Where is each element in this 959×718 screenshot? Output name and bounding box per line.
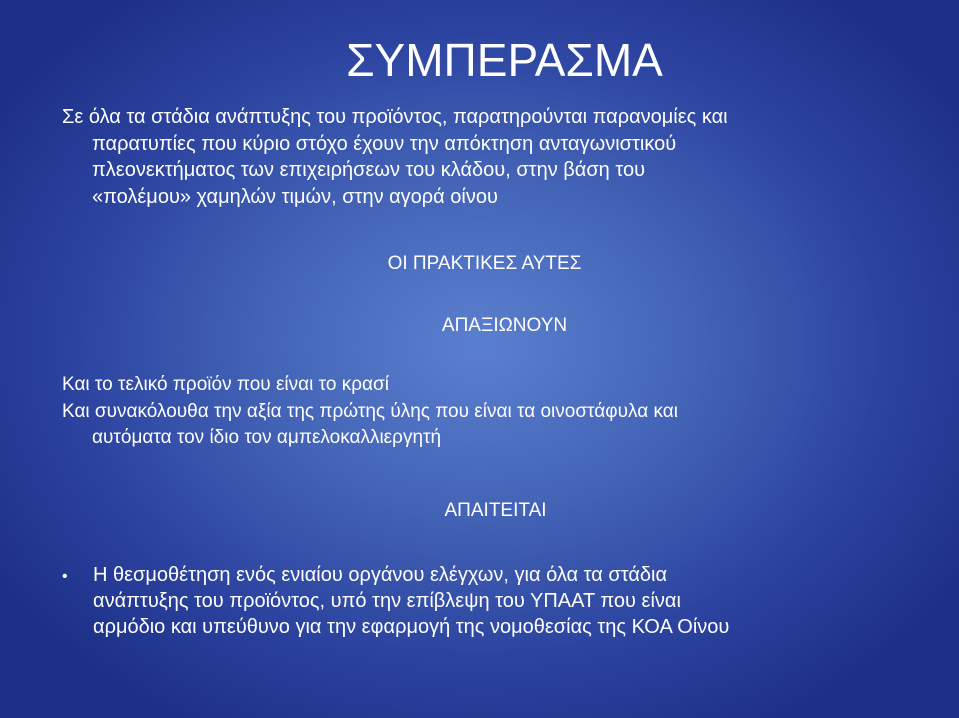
bullet-item bbox=[62, 562, 932, 640]
requires-heading: ΑΠΑΙΤΕΙΤΑΙ bbox=[444, 500, 547, 521]
practices-heading: ΟΙ ΠΡΑΚΤΙΚΕΣ ΑΥΤΕΣ bbox=[387, 253, 582, 274]
intro-line-4: «πολέμου» χαμηλών τιμών, στην αγορά οίνου bbox=[92, 185, 498, 208]
consequence-line-2: Και συνακόλουθα την αξία της πρώτης ύλης που είναι τα οινοστάφυλα και bbox=[62, 400, 678, 422]
bullet-line-1: Η θεσμοθέτηση ενός ενιαίου οργάνου ελέγχων, για όλα τα στάδια bbox=[93, 564, 668, 586]
intro-line-2: παρατυπίες που κύριο στόχο έχουν την απόκτηση ανταγωνιστικού bbox=[92, 132, 677, 155]
intro-paragraph bbox=[62, 104, 922, 210]
intro-line-3: πλεονεκτήματος των επιχειρήσεων του κλάδου, στην βάση του bbox=[92, 159, 646, 181]
slide-title: ΣΥΜΠΕΡΑΣΜΑ bbox=[346, 34, 663, 86]
bullet-line-3: αρμόδιο και υπεύθυνο για την εφαρμογή της νομοθεσίας της ΚΟΑ Οίνου bbox=[93, 616, 730, 638]
devalue-heading: ΑΠΑΞΙΩΝΟΥΝ bbox=[441, 315, 568, 336]
intro-line-1: Σε όλα τα στάδια ανάπτυξης του προϊόντος, παρατηρούνται παρανομίες και bbox=[62, 106, 728, 128]
bullet-dot-icon: • bbox=[62, 568, 68, 585]
consequences-list bbox=[62, 372, 922, 452]
consequence-line-1: Και το τελικό προϊόν που είναι το κρασί bbox=[62, 374, 389, 395]
consequence-line-3: αυτόματα τον ίδιο τον αμπελοκαλλιεργητή bbox=[92, 427, 442, 448]
bullet-line-2: ανάπτυξης του προϊόντος, υπό την επίβλεψη του ΥΠΑΑΤ που είναι bbox=[93, 590, 681, 612]
